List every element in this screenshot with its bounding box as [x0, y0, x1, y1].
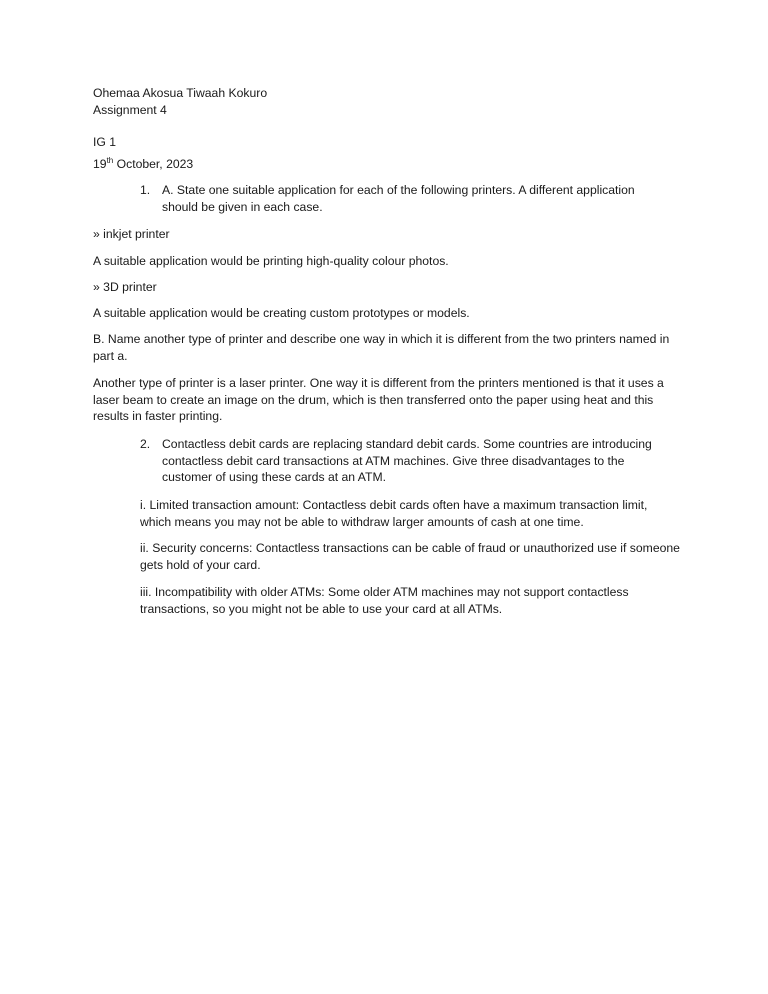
- answer-inkjet: A suitable application would be printing high-quality colour photos.: [93, 254, 449, 268]
- class-label: IG 1: [93, 135, 117, 149]
- answer-iii: iii. Incompatibility with older ATMs: Some older ATM machines may not support contactless transactions, so you might not be able to use your card at all ATMs.: [140, 585, 629, 616]
- date: [93, 156, 193, 173]
- date-suffix: th: [106, 155, 114, 165]
- item-3d: » 3D printer: [93, 280, 157, 294]
- answer-i: i. Limited transaction amount: Contactless debit cards often have a maximum transaction limit, which means you may not be able to withdraw larger amounts of cash at one time.: [140, 498, 648, 529]
- question-1-number: 1.: [140, 183, 151, 197]
- question-2: [140, 436, 660, 486]
- answer-part-b: Another type of printer is a laser printer. One way it is different from the printers mentioned is that it uses a laser beam to create an image on the drum, which is then transferred onto the paper using heat and this results in faster printing.: [93, 376, 664, 423]
- question-2-prompt: Contactless debit cards are replacing standard debit cards. Some countries are introducing contactless debit card transactions at ATM machines. Give three disadvantages to the customer of using these cards at an ATM.: [162, 437, 652, 484]
- student-name: Ohemaa Akosua Tiwaah Kokuro: [93, 86, 268, 100]
- answer-3d: A suitable application would be creating custom prototypes or models.: [93, 306, 470, 320]
- date-day: 19: [93, 157, 107, 171]
- question-1-part-b: B. Name another type of printer and describe one way in which it is different from the two printers named in part a.: [93, 332, 670, 363]
- assignment-title: Assignment 4: [93, 103, 167, 117]
- question-2-number: 2.: [140, 437, 151, 451]
- question-1: [140, 182, 660, 215]
- date-rest: October, 2023: [113, 157, 194, 171]
- answer-ii: ii. Security concerns: Contactless transactions can be cable of fraud or unauthorized use if someone gets hold of your card.: [140, 541, 680, 572]
- item-inkjet: » inkjet printer: [93, 227, 170, 241]
- question-1-prompt: A. State one suitable application for each of the following printers. A different application should be given in each case.: [162, 183, 635, 214]
